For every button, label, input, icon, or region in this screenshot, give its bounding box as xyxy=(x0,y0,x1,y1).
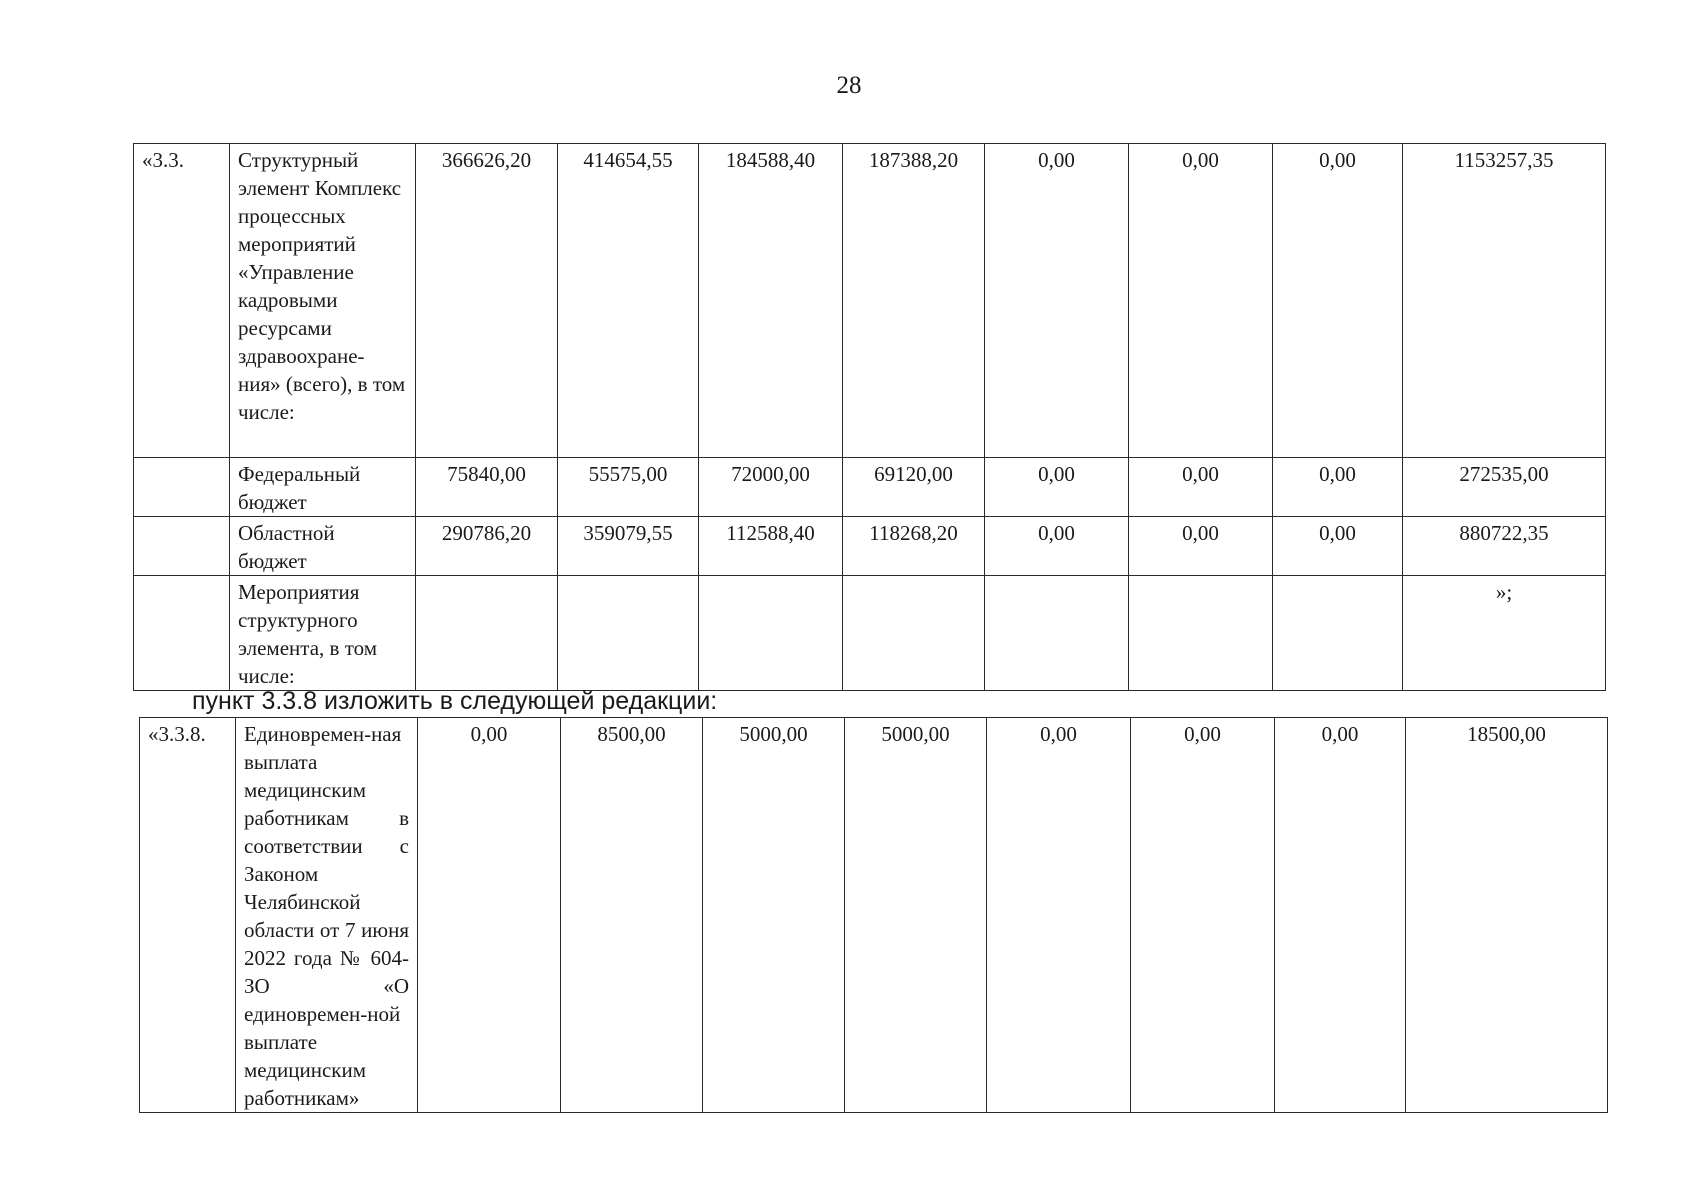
row-name: Областной бюджет xyxy=(230,517,416,576)
value-cell: 75840,00 xyxy=(416,458,558,517)
table-row xyxy=(134,517,1606,576)
value-cell: 0,00 xyxy=(1273,458,1403,517)
value-cell: 0,00 xyxy=(1275,718,1406,1113)
value-cell xyxy=(699,576,843,691)
value-cell: 0,00 xyxy=(985,144,1129,458)
value-cell: 0,00 xyxy=(985,458,1129,517)
value-cell: 55575,00 xyxy=(558,458,699,517)
page-number: 28 xyxy=(836,72,862,99)
total-cell: 880722,35 xyxy=(1403,517,1606,576)
value-cell: 112588,40 xyxy=(699,517,843,576)
value-cell: 8500,00 xyxy=(561,718,703,1113)
value-cell: 0,00 xyxy=(1129,458,1273,517)
value-cell: 187388,20 xyxy=(843,144,985,458)
value-cell: 69120,00 xyxy=(843,458,985,517)
value-cell: 5000,00 xyxy=(703,718,845,1113)
value-cell: 118268,20 xyxy=(843,517,985,576)
value-cell xyxy=(1129,576,1273,691)
row-index xyxy=(134,458,230,517)
row-name: Мероприятия структурного элемента, в том числе: xyxy=(230,576,416,691)
row-name: Единовремен-ная выплата медицинским работникам в соответствии с Законом Челябинской области от 7 июня 2022 года № 604-ЗО «О единовремен-ной выплате медицинским работникам» xyxy=(236,718,418,1113)
table-row xyxy=(134,144,1606,458)
value-cell: 0,00 xyxy=(987,718,1131,1113)
total-cell: 272535,00 xyxy=(1403,458,1606,517)
value-cell xyxy=(843,576,985,691)
value-cell: 290786,20 xyxy=(416,517,558,576)
value-cell: 0,00 xyxy=(1129,517,1273,576)
row-index: «3.3.8. xyxy=(140,718,236,1113)
value-cell xyxy=(1273,576,1403,691)
value-cell xyxy=(558,576,699,691)
value-cell: 0,00 xyxy=(985,517,1129,576)
row-index: «3.3. xyxy=(134,144,230,458)
value-cell: 0,00 xyxy=(1273,517,1403,576)
value-cell: 184588,40 xyxy=(699,144,843,458)
table-row xyxy=(140,718,1608,1113)
table-row xyxy=(134,458,1606,517)
instruction-text: пункт 3.3.8 изложить в следующей редакции: xyxy=(192,687,718,715)
value-cell: 366626,20 xyxy=(416,144,558,458)
budget-table-section-3-3 xyxy=(133,143,1606,691)
total-cell: »; xyxy=(1403,576,1606,691)
value-cell: 0,00 xyxy=(1131,718,1275,1113)
value-cell: 0,00 xyxy=(1273,144,1403,458)
row-index xyxy=(134,517,230,576)
value-cell xyxy=(416,576,558,691)
total-cell: 1153257,35 xyxy=(1403,144,1606,458)
value-cell: 359079,55 xyxy=(558,517,699,576)
total-cell: 18500,00 xyxy=(1406,718,1608,1113)
row-name: Структурный элемент Комплекс процессных мероприятий «Управление кадровыми ресурсами здравоохране-ния» (всего), в том числе: xyxy=(230,144,416,458)
value-cell: 5000,00 xyxy=(845,718,987,1113)
row-name: Федеральный бюджет xyxy=(230,458,416,517)
value-cell: 72000,00 xyxy=(699,458,843,517)
value-cell: 414654,55 xyxy=(558,144,699,458)
table-row xyxy=(134,576,1606,691)
value-cell xyxy=(985,576,1129,691)
budget-table-item-3-3-8 xyxy=(139,717,1608,1113)
value-cell: 0,00 xyxy=(418,718,561,1113)
row-index xyxy=(134,576,230,691)
value-cell: 0,00 xyxy=(1129,144,1273,458)
